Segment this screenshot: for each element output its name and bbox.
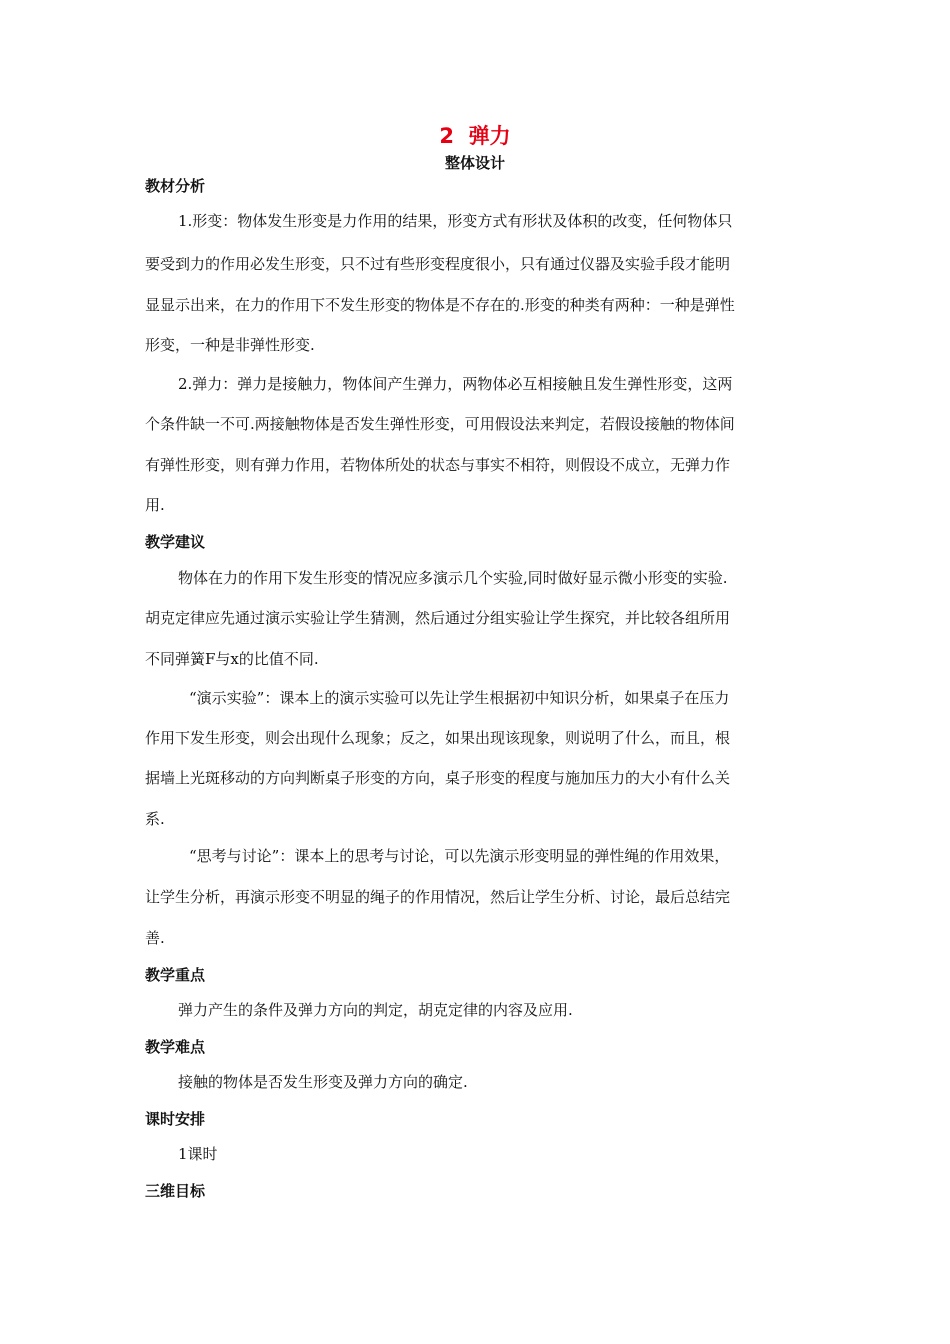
- section-heading-goals: 三维目标: [145, 1182, 206, 1200]
- paragraph-line: 善.: [145, 929, 165, 947]
- paragraph-line: 1课时: [178, 1145, 218, 1163]
- section-heading-schedule: 课时安排: [145, 1110, 206, 1128]
- paragraph-line: 接触的物体是否发生形变及弹力方向的确定.: [178, 1073, 468, 1091]
- paragraph-line: 个条件缺一不可.两接触物体是否发生弹性形变，可用假设法来判定，若假设接触的物体间: [145, 415, 735, 433]
- paragraph-line: 物体在力的作用下发生形变的情况应多演示几个实验,同时做好显示微小形变的实验.: [178, 569, 728, 587]
- paragraph-line: 有弹性形变，则有弹力作用，若物体所处的状态与事实不相符，则假设不成立，无弹力作: [145, 456, 731, 474]
- paragraph-line: 胡克定律应先通过演示实验让学生猜测，然后通过分组实验让学生探究，并比较各组所用: [145, 609, 731, 627]
- paragraph-line: 显显示出来，在力的作用下不发生形变的物体是不存在的.形变的种类有两种：一种是弹性: [145, 296, 735, 314]
- paragraph-line: “演示实验”：课本上的演示实验可以先让学生根据初中知识分析，如果桌子在压力: [189, 689, 730, 707]
- section-heading-analysis: 教材分析: [145, 177, 206, 195]
- paragraph-line: 据墙上光斑移动的方向判断桌子形变的方向，桌子形变的程度与施加压力的大小有什么关: [145, 769, 731, 787]
- section-heading-key-points: 教学重点: [145, 966, 206, 984]
- section-heading-difficulties: 教学难点: [145, 1038, 206, 1056]
- paragraph-line: 让学生分析，再演示形变不明显的绳子的作用情况，然后让学生分析、讨论，最后总结完: [145, 888, 731, 906]
- paragraph-line: 形变，一种是非弹性形变.: [145, 336, 315, 354]
- paragraph-line: 2.弹力：弹力是接触力，物体间产生弹力，两物体必互相接触且发生弹性形变，这两: [178, 375, 733, 393]
- paragraph-line: 不同弹簧F与x的比值不同.: [145, 650, 319, 668]
- paragraph-line: 用.: [145, 496, 165, 514]
- document-title: 2 弹力: [439, 124, 511, 148]
- paragraph-line: 弹力产生的条件及弹力方向的判定，胡克定律的内容及应用.: [178, 1001, 573, 1019]
- document-subtitle: 整体设计: [444, 154, 505, 172]
- paragraph-line: 系.: [145, 810, 165, 828]
- paragraph-line: “思考与讨论”：课本上的思考与讨论，可以先演示形变明显的弹性绳的作用效果，: [189, 847, 730, 865]
- paragraph-line: 1.形变：物体发生形变是力作用的结果，形变方式有形状及体积的改变，任何物体只: [178, 212, 733, 230]
- section-heading-suggestion: 教学建议: [145, 533, 206, 551]
- paragraph-line: 要受到力的作用必发生形变，只不过有些形变程度很小，只有通过仪器及实验手段才能明: [145, 255, 731, 273]
- paragraph-line: 作用下发生形变，则会出现什么现象；反之，如果出现该现象，则说明了什么，而且，根: [145, 729, 731, 747]
